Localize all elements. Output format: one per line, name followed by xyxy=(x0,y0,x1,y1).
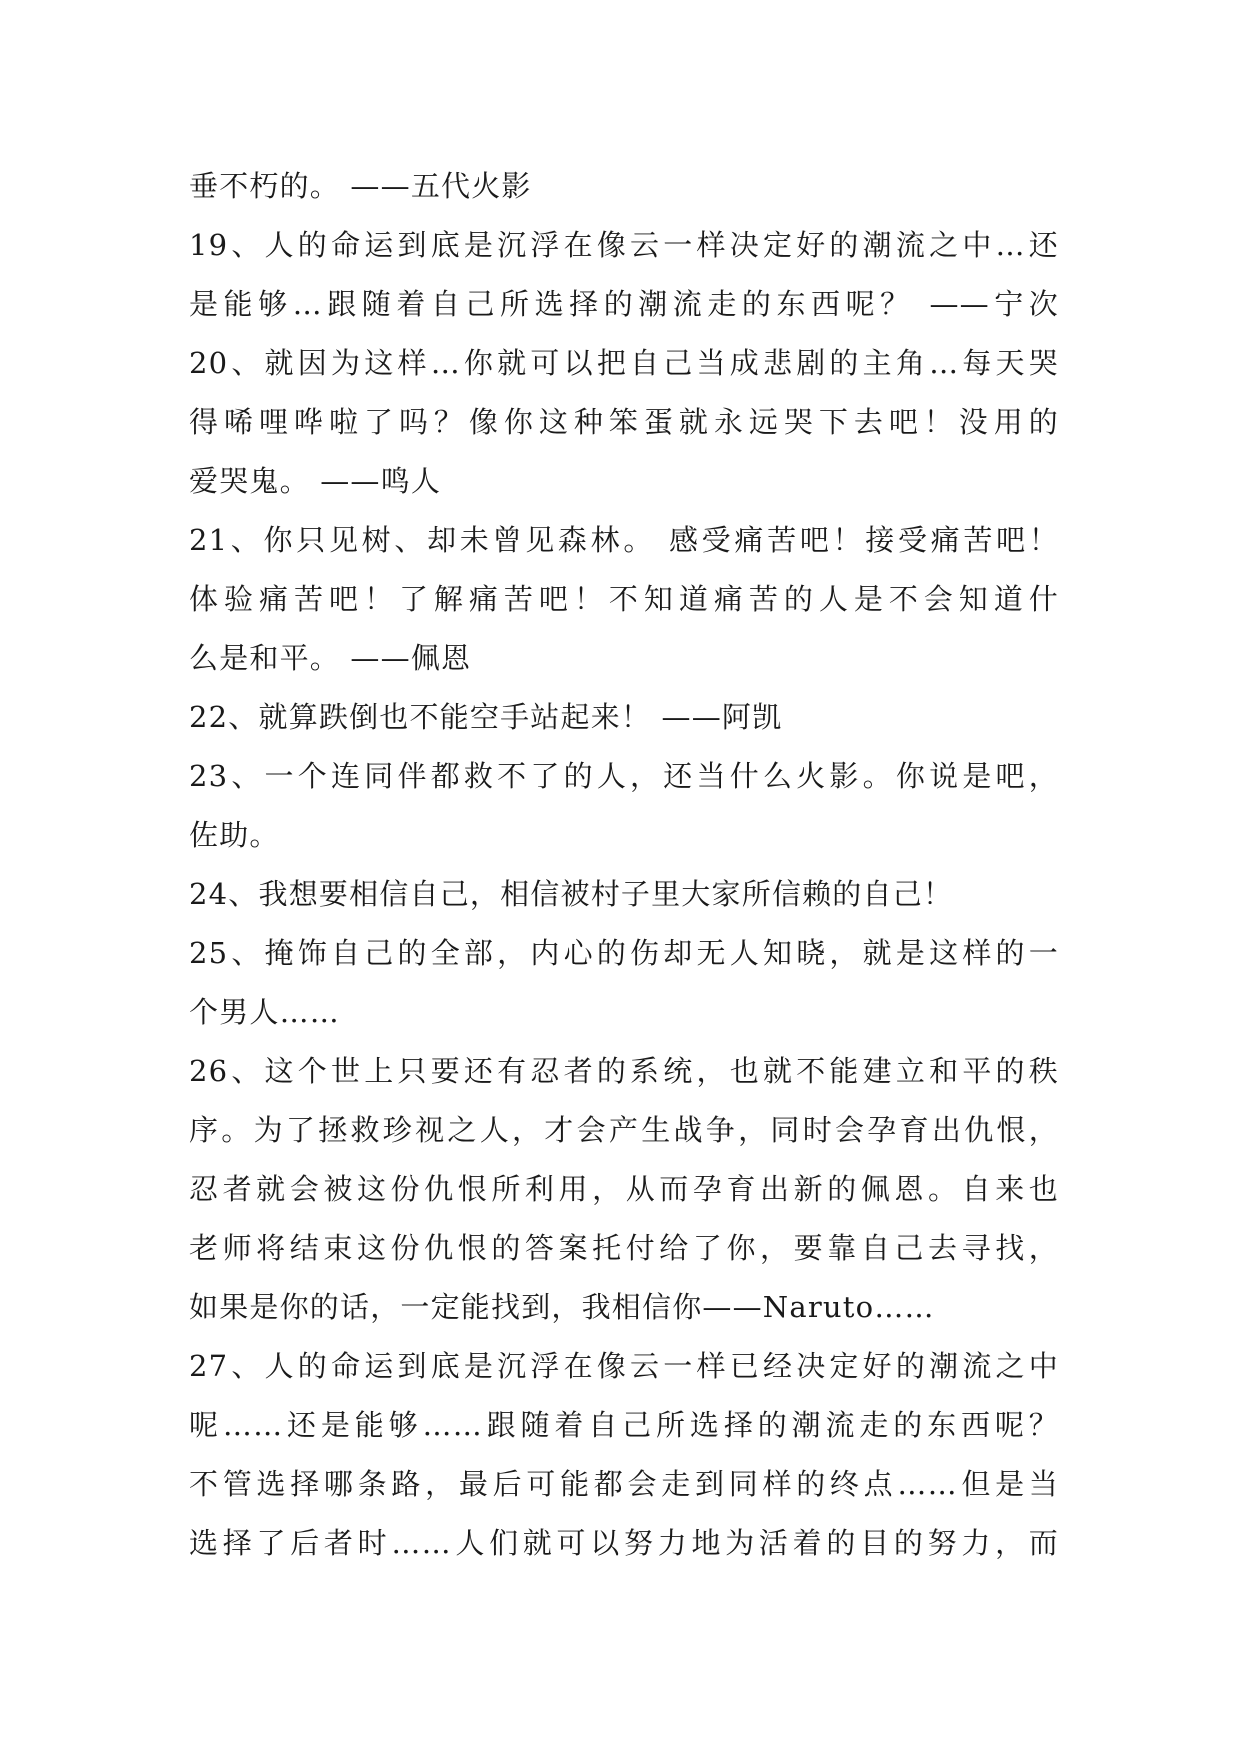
text-line: 26、这个世上只要还有忍者的系统，也就不能建立和平的秩 xyxy=(189,1054,1059,1088)
text-line: 19、人的命运到底是沉浮在像云一样决定好的潮流之中…还 xyxy=(189,228,1059,262)
text-line: 是能够…跟随着自己所选择的潮流走的东西呢？ ——宁次 xyxy=(189,287,1059,321)
text-line: 选择了后者时……人们就可以努力地为活着的目的努力，而 xyxy=(189,1526,1059,1560)
text-line: 忍者就会被这份仇恨所利用，从而孕育出新的佩恩。自来也 xyxy=(189,1172,1059,1206)
text-line: 序。为了拯救珍视之人，才会产生战争，同时会孕育出仇恨， xyxy=(189,1113,1059,1147)
text-line: 么是和平。 ——佩恩 xyxy=(189,641,472,675)
text-line: 垂不朽的。 ——五代火影 xyxy=(189,169,532,203)
text-line: 体验痛苦吧！了解痛苦吧！不知道痛苦的人是不会知道什 xyxy=(189,582,1059,616)
text-line: 21、你只见树、却未曾见森林。 感受痛苦吧！接受痛苦吧！ xyxy=(189,523,1059,557)
text-line: 27、人的命运到底是沉浮在像云一样已经决定好的潮流之中 xyxy=(189,1349,1059,1383)
text-line: 得唏哩哗啦了吗？像你这种笨蛋就永远哭下去吧！没用的 xyxy=(189,405,1059,439)
text-line: 25、掩饰自己的全部，内心的伤却无人知晓，就是这样的一 xyxy=(189,936,1059,970)
text-line: 20、就因为这样…你就可以把自己当成悲剧的主角…每天哭 xyxy=(189,346,1059,380)
text-line: 爱哭鬼。 ——鸣人 xyxy=(189,464,442,498)
document-body xyxy=(189,157,1059,1573)
text-line: 不管选择哪条路，最后可能都会走到同样的终点……但是当 xyxy=(189,1467,1059,1501)
text-line: 佐助。 xyxy=(189,818,280,852)
text-line: 老师将结束这份仇恨的答案托付给了你，要靠自己去寻找， xyxy=(189,1231,1059,1265)
text-line: 个男人…… xyxy=(189,995,341,1029)
text-line: 如果是你的话，一定能找到，我相信你——Naruto…… xyxy=(189,1290,935,1324)
text-line: 24、我想要相信自己，相信被村子里大家所信赖的自己！ xyxy=(189,877,954,911)
text-line: 呢……还是能够……跟随着自己所选择的潮流走的东西呢？ xyxy=(189,1408,1059,1442)
text-line: 22、就算跌倒也不能空手站起来！ ——阿凯 xyxy=(189,700,783,734)
text-line: 23、一个连同伴都救不了的人，还当什么火影。你说是吧， xyxy=(189,759,1059,793)
